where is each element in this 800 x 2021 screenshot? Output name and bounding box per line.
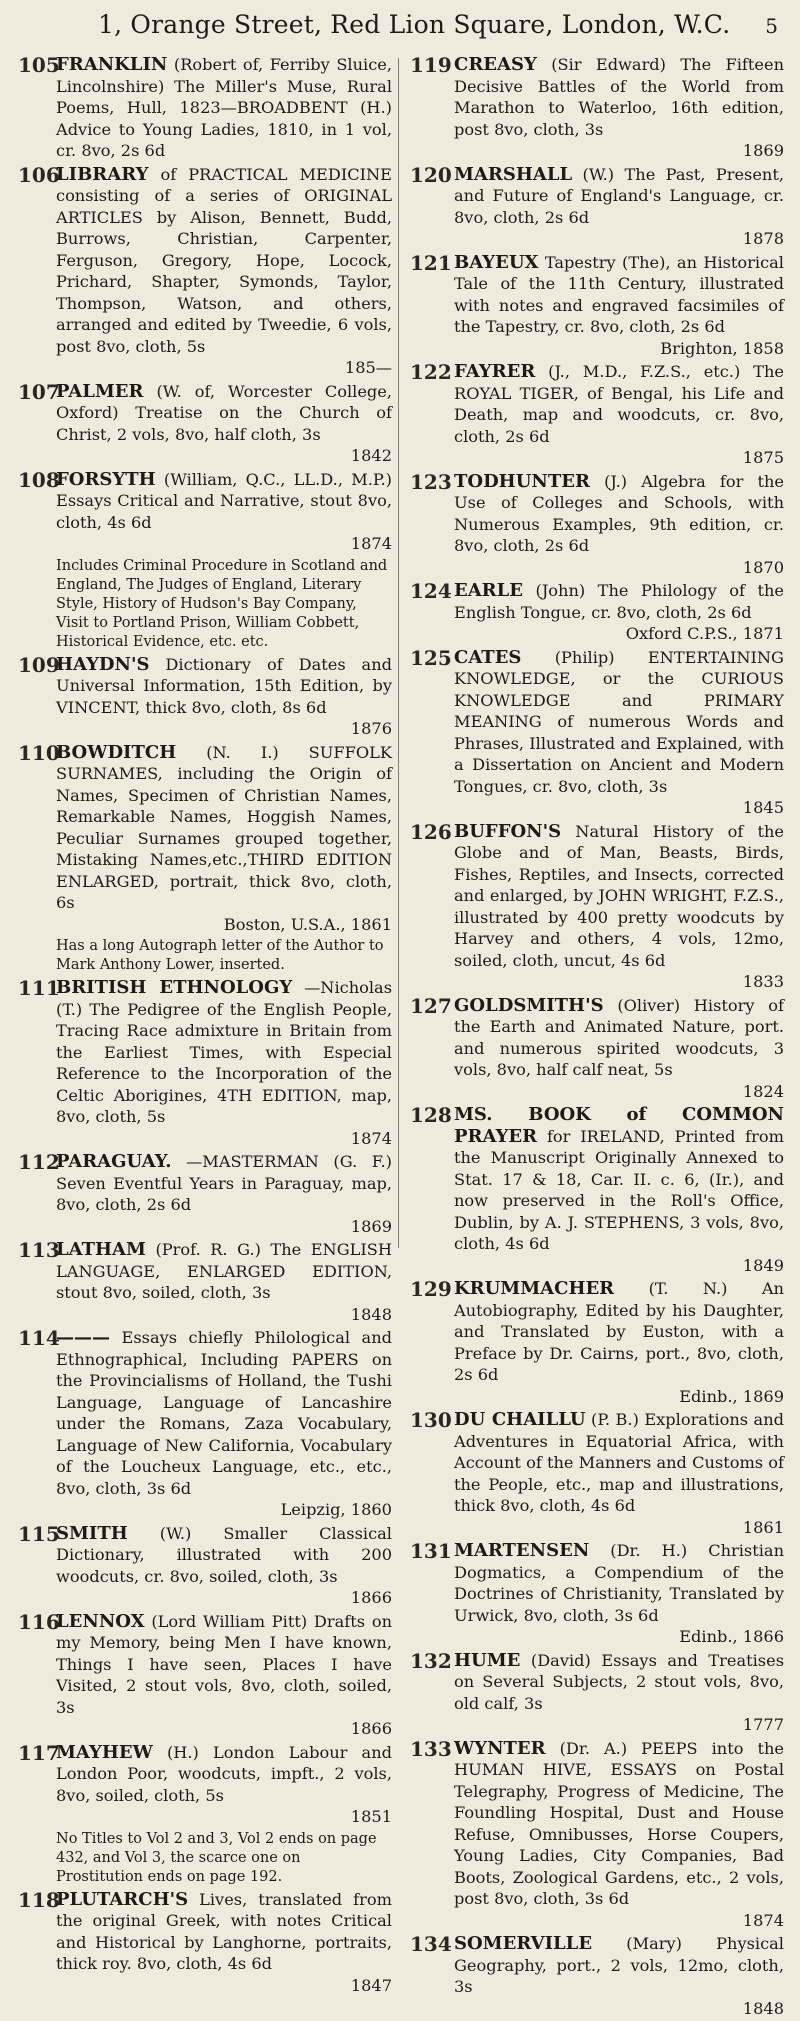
entry-body: [56, 742, 392, 936]
catalogue-entry: [410, 1540, 784, 1648]
catalogue-entry: [18, 1889, 392, 1997]
entry-body: [454, 54, 784, 162]
entry-author: PALMER: [56, 380, 144, 402]
entry-date: Edinb., 1866: [679, 1627, 784, 1646]
catalogue-entry: [18, 381, 392, 467]
entry-description: (David) Essays and Treatises on Several Subjects, 2 stout vols, 8vo, old calf, 3s: [454, 1650, 784, 1713]
entry-date: 1848: [350, 1304, 392, 1324]
entry-body: [454, 1540, 784, 1648]
right-column: [410, 54, 784, 2021]
entry-date: Edinb., 1869: [679, 1386, 784, 1406]
entry-description: (Prof. R. G.) The ENGLISH LANGUAGE, ENLARGED EDITION, stout 8vo, soiled, cloth, 3s: [56, 1240, 393, 1302]
entry-number: 133: [410, 1736, 452, 1761]
entry-description: (J.) Algebra for the Use of Colleges and Schools, with Numerous Examples, 9th edition, cr. 8vo, cloth, 2s 6d: [454, 471, 784, 555]
entry-date: 1842: [350, 446, 392, 465]
catalogue-entry: [18, 54, 392, 162]
entry-body: [454, 1650, 784, 1736]
entry-body: [454, 361, 784, 469]
entry-number: 108: [18, 467, 60, 492]
catalogue-note: Includes Criminal Procedure in Scotland and England, The Judges of England, Literary Style, History of Hudson's Bay Company, Visit to Portland Prison, William Cobbett, Historical Evidence, etc. etc.: [56, 557, 388, 650]
entry-author: CATES: [454, 646, 522, 668]
catalogue-entry: [410, 1104, 784, 1276]
entry-body: [454, 1409, 784, 1538]
entry-date: Leipzig, 1860: [280, 1500, 392, 1519]
catalogue-entry: [18, 654, 392, 740]
catalogue-entry: [18, 1151, 392, 1237]
entry-description: (Dr. A.) PEEPS into the HUMAN HIVE, ESSAYS on Postal Telegraphy, Progress of Medicine, The Foundling Hospital, Dust and House Refuse, Omnibusses, Horse Coupers, Young Ladies, City Companies, Bad Boots, Zoological Gardens, etc., 2 vols, post 8vo, cloth, 3s 6d: [454, 1738, 784, 1908]
entry-description: —Nicholas (T.) The Pedigree of the English People, Tracing Race admixture in Britain from the Earliest Times, with Especial Reference to the Incorporation of the Celtic Aborigines, 4TH EDITION, map, 8vo, cloth, 5s: [56, 978, 392, 1126]
entry-description: (Oliver) History of the Earth and Animated Nature, port. and numerous spirited woodcuts, 3 vols, 8vo, half calf neat, 5s: [454, 995, 784, 1079]
entry-number: 125: [410, 645, 452, 670]
entry-date: 1777: [742, 1715, 784, 1734]
entry-author: SOMERVILLE: [454, 1933, 593, 1954]
entry-date: 1869: [350, 1216, 392, 1236]
catalogue-entry: [18, 1611, 392, 1740]
entry-date: 1876: [350, 719, 392, 738]
catalogue-entry: [410, 580, 784, 645]
entry-body: [454, 252, 784, 360]
entry-number: 119: [410, 53, 452, 77]
entry-number: 111: [18, 976, 60, 1000]
entry-description: (P. B.) Explorations and Adventures in Equatorial Africa, with Account of the Manners and Customs of the People, etc., map and illustrations, thick 8vo, cloth, 4s 6d: [454, 1410, 784, 1515]
entry-number: 129: [410, 1277, 452, 1301]
entry-body: [454, 580, 784, 645]
entry-number: 107: [18, 379, 60, 404]
entry-body: [56, 469, 392, 555]
entry-date: 1861: [742, 1517, 784, 1537]
entry-author: PARAGUAY.: [56, 1151, 172, 1172]
entry-author: LATHAM: [56, 1239, 146, 1260]
catalogue-entry: [410, 995, 784, 1103]
entry-author: LENNOX: [56, 1610, 145, 1632]
entry-date: 1866: [350, 1719, 392, 1738]
entry-author: LIBRARY: [56, 163, 149, 185]
entry-author: MS. BOOK of COMMON PRAYER: [454, 1104, 784, 1147]
catalogue-entry: [410, 647, 784, 819]
catalogue-entry: [18, 1327, 392, 1521]
entry-date: Boston, U.S.A., 1861: [223, 914, 392, 934]
entry-date: Brighton, 1858: [660, 338, 784, 358]
entry-description: (W.) Smaller Classical Dictionary, illustrated with 200 woodcuts, cr. 8vo, soiled, cloth, 3s: [56, 1523, 392, 1586]
entry-number: 114: [18, 1326, 60, 1350]
entry-description: (Sir Edward) The Fifteen Decisive Battles of the World from Marathon to Waterloo, 16th edition, post 8vo, cloth, 3s: [454, 55, 784, 139]
entry-body: [454, 471, 784, 579]
catalogue-entry: [410, 252, 784, 360]
entry-body: [454, 1933, 784, 2019]
entry-author: DU CHAILLU: [454, 1409, 586, 1430]
entry-body: [454, 647, 784, 819]
entry-number: 110: [18, 740, 60, 765]
entry-description: of PRACTICAL MEDICINE consisting of a series of ORIGINAL ARTICLES by Alison, Bennett, Budd, Burrows, Christian, Carpenter, Ferguson, Gregory, Hope, Locock, Prichard, Shapter, Symonds, Taylor, Thompson, Watson, and others, arranged and edited by Tweedie, 6 vols, post 8vo, cloth, 5s: [56, 164, 392, 356]
entry-author: BOWDITCH: [56, 741, 177, 763]
entry-author: WYNTER: [454, 1737, 546, 1759]
entry-body: [56, 1742, 392, 1828]
entry-body: [56, 1611, 392, 1740]
entry-author: SMITH: [56, 1522, 128, 1544]
entry-date: 1874: [350, 534, 392, 553]
entry-author: GOLDSMITH'S: [454, 994, 604, 1016]
entry-body: [56, 977, 392, 1149]
entry-body: [56, 1239, 392, 1325]
entry-date: 1878: [742, 229, 784, 248]
entry-number: 124: [410, 579, 452, 603]
entry-date: 1874: [742, 1910, 784, 1930]
entry-author: HAYDN'S: [56, 653, 150, 675]
entry-number: 120: [410, 162, 452, 187]
catalogue-entry: [410, 1409, 784, 1538]
entry-date: 1824: [742, 1081, 784, 1101]
entry-body: [56, 1327, 392, 1521]
entry-body: [56, 654, 392, 740]
entry-date: 1847: [350, 1975, 392, 1995]
entry-body: [56, 1523, 392, 1609]
entry-description: Tapestry (The), an Historical Tale of the 11th Century, illustrated with notes and engraved facsimiles of the Tapestry, cr. 8vo, cloth, 2s 6d: [454, 252, 784, 336]
entry-description: Lives, translated from the original Greek, with notes Critical and Historical by Langhorne, portraits, thick roy. 8vo, cloth, 4s 6d: [56, 1889, 392, 1973]
entry-author: TODHUNTER: [454, 470, 590, 492]
entry-date: 1848: [742, 1998, 784, 2018]
entry-number: 131: [410, 1539, 452, 1563]
entry-date: 1833: [742, 972, 784, 991]
catalogue-entry: [18, 1742, 392, 1828]
entry-author: MARTENSEN: [454, 1540, 590, 1561]
entry-date: Oxford C.P.S., 1871: [625, 624, 784, 643]
entry-description: (Dr. H.) Christian Dogmatics, a Compendium of the Doctrines of Christianity, Translated by Urwick, 8vo, cloth, 3s 6d: [454, 1541, 784, 1625]
entry-description: (Robert of, Ferriby Sluice, Lincolnshire) The Miller's Muse, Rural Poems, Hull, 1823—BROADBENT (H.) Advice to Young Ladies, 1810, in 1 vol, cr. 8vo, 2s 6d: [56, 55, 392, 160]
entry-author: BAYEUX: [454, 251, 539, 273]
entry-author: FRANKLIN: [56, 54, 168, 75]
catalogue-entry: [18, 164, 392, 379]
entry-number: 106: [18, 162, 60, 187]
entry-number: 130: [410, 1408, 452, 1432]
entry-description: (J., M.D., F.Z.S., etc.) The ROYAL TIGER, of Bengal, his Life and Death, map and woodcuts, cr. 8vo, cloth, 2s 6d: [454, 362, 784, 446]
entry-body: [454, 995, 784, 1103]
entry-author: BUFFON'S: [454, 820, 562, 842]
catalogue-entry: [410, 164, 784, 250]
entry-number: 128: [410, 1103, 452, 1127]
entry-body: [454, 164, 784, 250]
catalogue-entry: [410, 361, 784, 469]
entry-description: (William, Q.C., LL.D., M.P.) Essays Critical and Narrative, stout 8vo, cloth, 4s 6d: [56, 469, 392, 532]
entry-description: (John) The Philology of the English Tongue, cr. 8vo, cloth, 2s 6d: [454, 581, 784, 622]
page-header: [18, 10, 784, 54]
entry-author: ———: [56, 1327, 110, 1348]
entry-description: Dictionary of Dates and Universal Information, 15th Edition, by VINCENT, thick 8vo, cloth, 8s 6d: [56, 654, 392, 717]
catalogue-entry: [18, 469, 392, 555]
catalogue-entry: [410, 1933, 784, 2019]
entry-body: [56, 164, 392, 379]
page-number: 5: [765, 14, 778, 38]
entry-author: PLUTARCH'S: [56, 1888, 189, 1910]
entry-description: (Philip) ENTERTAINING KNOWLEDGE, or the CURIOUS KNOWLEDGE and PRIMARY MEANING of numerous Words and Phrases, Illustrated and Explained, with a Dissertation on Ancient and Modern Tongues, cr. 8vo, cloth, 3s: [454, 647, 784, 796]
entry-number: 132: [410, 1648, 452, 1673]
catalogue-entry: [410, 471, 784, 579]
entry-body: [56, 381, 392, 467]
entry-number: 123: [410, 469, 452, 494]
entry-description: (H.) London Labour and London Poor, woodcuts, impft., 2 vols, 8vo, soiled, cloth, 5s: [56, 1742, 392, 1805]
entry-description: for IRELAND, Printed from the Manuscript Originally Annexed to Stat. 17 & 18, Car. II. c. 6, (Ir.), and now preserved in the Roll's Office, Dublin, by A. J. STEPHENS, 3 vols, 8vo, cloth, 4s 6d: [454, 1126, 784, 1253]
running-head-address: 1, Orange Street, Red Lion Square, London, W.C.: [98, 10, 731, 39]
catalogue-entry: [18, 977, 392, 1149]
entry-number: 112: [18, 1150, 60, 1174]
entry-number: 134: [410, 1932, 452, 1956]
column-divider: [398, 58, 399, 1248]
entry-description: (Mary) Physical Geography, port., 2 vols, 12mo, cloth, 3s: [454, 1934, 784, 1996]
catalogue-note: No Titles to Vol 2 and 3, Vol 2 ends on page 432, and Vol 3, the scarce one on Prostitution ends on page 192.: [56, 1830, 377, 1885]
entry-number: 127: [410, 993, 452, 1018]
entry-author: MAYHEW: [56, 1741, 153, 1763]
entry-date: 1866: [350, 1588, 392, 1607]
entry-author: MARSHALL: [454, 163, 573, 185]
entry-author: CREASY: [454, 54, 537, 75]
entry-number: 117: [18, 1740, 60, 1765]
entry-author: FAYRER: [454, 361, 536, 382]
entry-body: [454, 1738, 784, 1932]
entry-description: (W.) The Past, Present, and Future of England's Language, cr. 8vo, cloth, 2s 6d: [454, 164, 784, 227]
entry-date: 1869: [742, 141, 784, 160]
entry-body: [454, 1278, 784, 1407]
catalogue-entry: [410, 1278, 784, 1407]
entry-date: 1851: [350, 1807, 392, 1826]
entry-body: [56, 1151, 392, 1237]
catalogue-entry: [410, 54, 784, 162]
entry-description: Natural History of the Globe and of Man, Beasts, Birds, Fishes, Reptiles, and Insects, corrected and enlarged, by JOHN WRIGHT, F.Z.S., illustrated by 400 pretty woodcuts by Harvey and others, 4 vols, 12mo, soiled, cloth, uncut, 4s 6d: [454, 821, 784, 970]
entry-date: 1845: [742, 798, 784, 817]
entry-body: [56, 1889, 392, 1997]
entry-number: 118: [18, 1887, 60, 1912]
entry-date: 1874: [350, 1128, 392, 1148]
catalogue-entry: [18, 742, 392, 936]
entry-number: 121: [410, 250, 452, 275]
entry-author: HUME: [454, 1649, 521, 1671]
catalogue-note: Has a long Autograph letter of the Author to Mark Anthony Lower, inserted.: [56, 938, 384, 973]
entry-description: (Lord William Pitt) Drafts on my Memory, being Men I have known, Things I have seen, Places I have Visited, 2 stout vols, 8vo, cloth, soiled, 3s: [56, 1611, 392, 1717]
entry-number: 105: [18, 53, 60, 77]
entry-date: 1849: [742, 1255, 784, 1275]
catalogue-entry: [410, 1650, 784, 1736]
entry-date: 1875: [742, 448, 784, 467]
entry-description: (N. I.) SUFFOLK SURNAMES, including the Origin of Names, Specimen of Christian Names, Remarkable Names, Hoggish Names, Peculiar Surnames grouped together, Mistaking Names,etc.,THIRD EDITION ENLARGED, portrait, thick 8vo, cloth, 6s: [56, 742, 392, 912]
entry-number: 115: [18, 1521, 60, 1546]
entry-number: 116: [18, 1609, 60, 1634]
entry-date: 185—: [344, 358, 392, 377]
catalogue-entry: [410, 1738, 784, 1932]
entry-author: KRUMMACHER: [454, 1278, 615, 1299]
entry-description: (W. of, Worcester College, Oxford) Treatise on the Church of Christ, 2 vols, 8vo, half cloth, 3s: [56, 381, 392, 444]
entry-body: [454, 821, 784, 993]
entry-number: 113: [18, 1238, 60, 1262]
entry-description: Essays chiefly Philological and Ethnographical, Including PAPERS on the Provincialisms of Holland, the Tushi Language, Language of Lancashire under the Romans, Zaza Vocabulary, Language of New California, Vocabulary of the Loucheux Language, etc., etc., 8vo, cloth, 3s 6d: [56, 1328, 392, 1498]
entry-description: (T. N.) An Autobiography, Edited by his Daughter, and Translated by Euston, with a Preface by Dr. Cairns, port., 8vo, cloth, 2s 6d: [454, 1279, 784, 1384]
entry-author: FORSYTH: [56, 468, 156, 490]
entry-author: BRITISH ETHNOLOGY: [56, 977, 293, 998]
entry-date: 1870: [742, 557, 784, 577]
entry-author: EARLE: [454, 580, 524, 601]
catalogue-entry: [18, 1239, 392, 1325]
entry-body: [56, 54, 392, 162]
catalogue-entry: [18, 1523, 392, 1609]
left-column: [18, 54, 392, 2021]
entry-number: 122: [410, 360, 452, 384]
entry-description: —MASTERMAN (G. F.) Seven Eventful Years in Paraguay, map, 8vo, cloth, 2s 6d: [56, 1152, 392, 1214]
entry-number: 126: [410, 819, 452, 844]
entry-number: 109: [18, 652, 60, 677]
entry-body: [454, 1104, 784, 1276]
catalogue-entry: [410, 821, 784, 993]
